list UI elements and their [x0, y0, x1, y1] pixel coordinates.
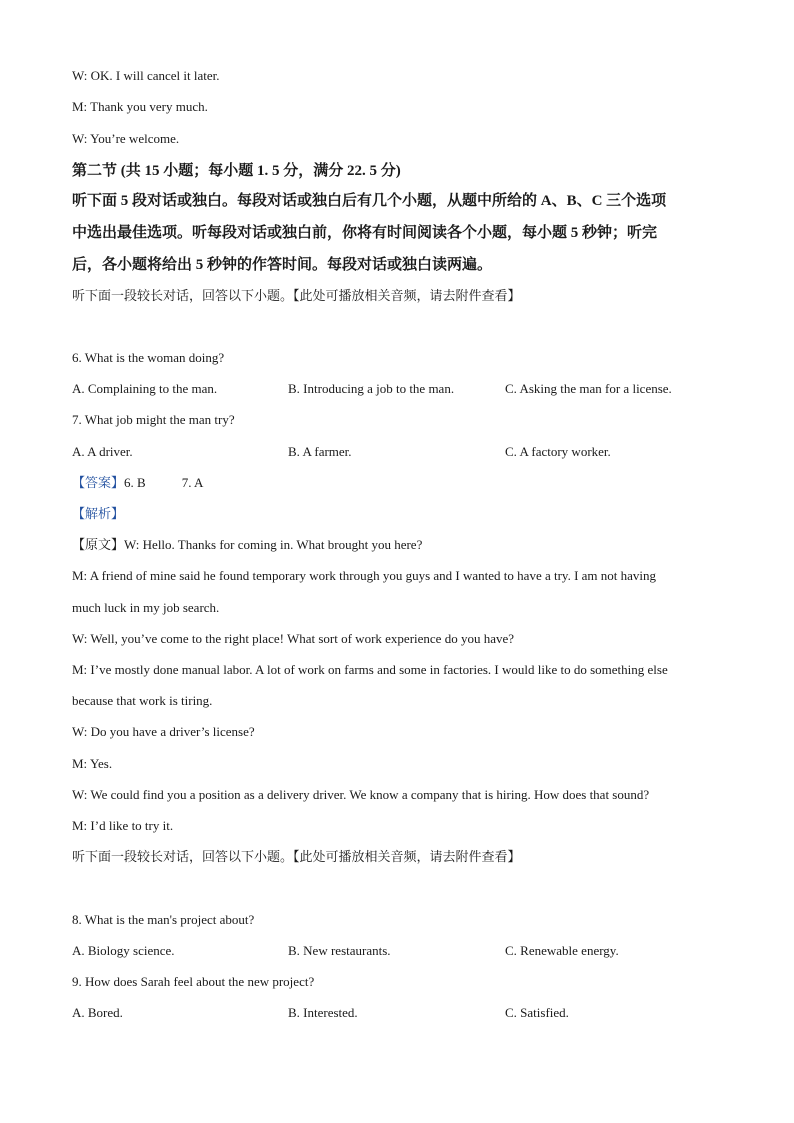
question-8: 8. What is the man's project about? [72, 912, 255, 927]
section-instruction: 中选出最佳选项。听每段对话或独白前，你将有时间阅读各个小题，每小题 5 秒钟；听完 [72, 225, 658, 241]
transcript-line: because that work is tiring. [72, 693, 213, 708]
section-instruction: 听下面 5 段对话或独白。每段对话或独白后有几个小题，从题中所给的 A、B、C 三个选项 [72, 193, 667, 209]
question-6: 6. What is the woman doing? [72, 350, 225, 365]
transcript-line: W: Well, you’ve come to the right place! What sort of work experience do you have? [72, 631, 514, 646]
transcript-line: M: I’d like to try it. [72, 818, 174, 833]
answer-6: 6. B [124, 475, 146, 490]
q8-option-a: A. Biology science. [72, 943, 175, 958]
transcript-line: W: We could find you a position as a delivery driver. We know a company that is hiring. How does that sound? [72, 787, 650, 802]
question-9: 9. How does Sarah feel about the new project? [72, 974, 315, 989]
q8-option-b: B. New restaurants. [288, 943, 391, 958]
transcript-line: M: Yes. [72, 756, 113, 771]
section-title: 第二节 (共 15 小题；每小题 1. 5 分，满分 22. 5 分) [72, 163, 401, 179]
analysis-label: 【解析】 [72, 506, 125, 521]
q7-option-b: B. A farmer. [288, 444, 352, 459]
transcript-label: 【原文】 [72, 537, 125, 552]
answer-7: 7. A [181, 475, 204, 490]
transcript-line: W: Do you have a driver’s license? [72, 724, 255, 739]
audio-note: 听下面一段较长对话，回答以下小题。【此处可播放相关音频，请去附件查看】 [72, 288, 521, 303]
dialogue-line: W: OK. I will cancel it later. [72, 68, 220, 83]
dialogue-line: W: You’re welcome. [72, 131, 180, 146]
question-7: 7. What job might the man try? [72, 412, 235, 427]
audio-note: 听下面一段较长对话，回答以下小题。【此处可播放相关音频，请去附件查看】 [72, 849, 521, 864]
q7-option-c: C. A factory worker. [505, 444, 611, 459]
q6-option-b: B. Introducing a job to the man. [288, 381, 455, 396]
q9-option-a: A. Bored. [72, 1005, 123, 1020]
answer-label: 【答案】 [72, 475, 125, 490]
q7-option-a: A. A driver. [72, 444, 133, 459]
answer-line [72, 475, 203, 491]
section-instruction: 后，各小题将给出 5 秒钟的作答时间。每段对话或独白读两遍。 [72, 257, 493, 273]
q9-option-b: B. Interested. [288, 1005, 358, 1020]
q6-option-c: C. Asking the man for a license. [505, 381, 672, 396]
transcript-first-line: 【原文】W: Hello. Thanks for coming in. What brought you here? [72, 537, 423, 552]
q9-option-c: C. Satisfied. [505, 1005, 569, 1020]
q6-option-a: A. Complaining to the man. [72, 381, 218, 396]
dialogue-line: M: Thank you very much. [72, 99, 208, 114]
q8-option-c: C. Renewable energy. [505, 943, 619, 958]
transcript-line: M: I’ve mostly done manual labor. A lot of work on farms and some in factories. I would like to do something else [72, 662, 668, 677]
transcript-line: much luck in my job search. [72, 600, 220, 615]
transcript-line: M: A friend of mine said he found temporary work through you guys and I wanted to have a try. I am not having [72, 568, 657, 583]
